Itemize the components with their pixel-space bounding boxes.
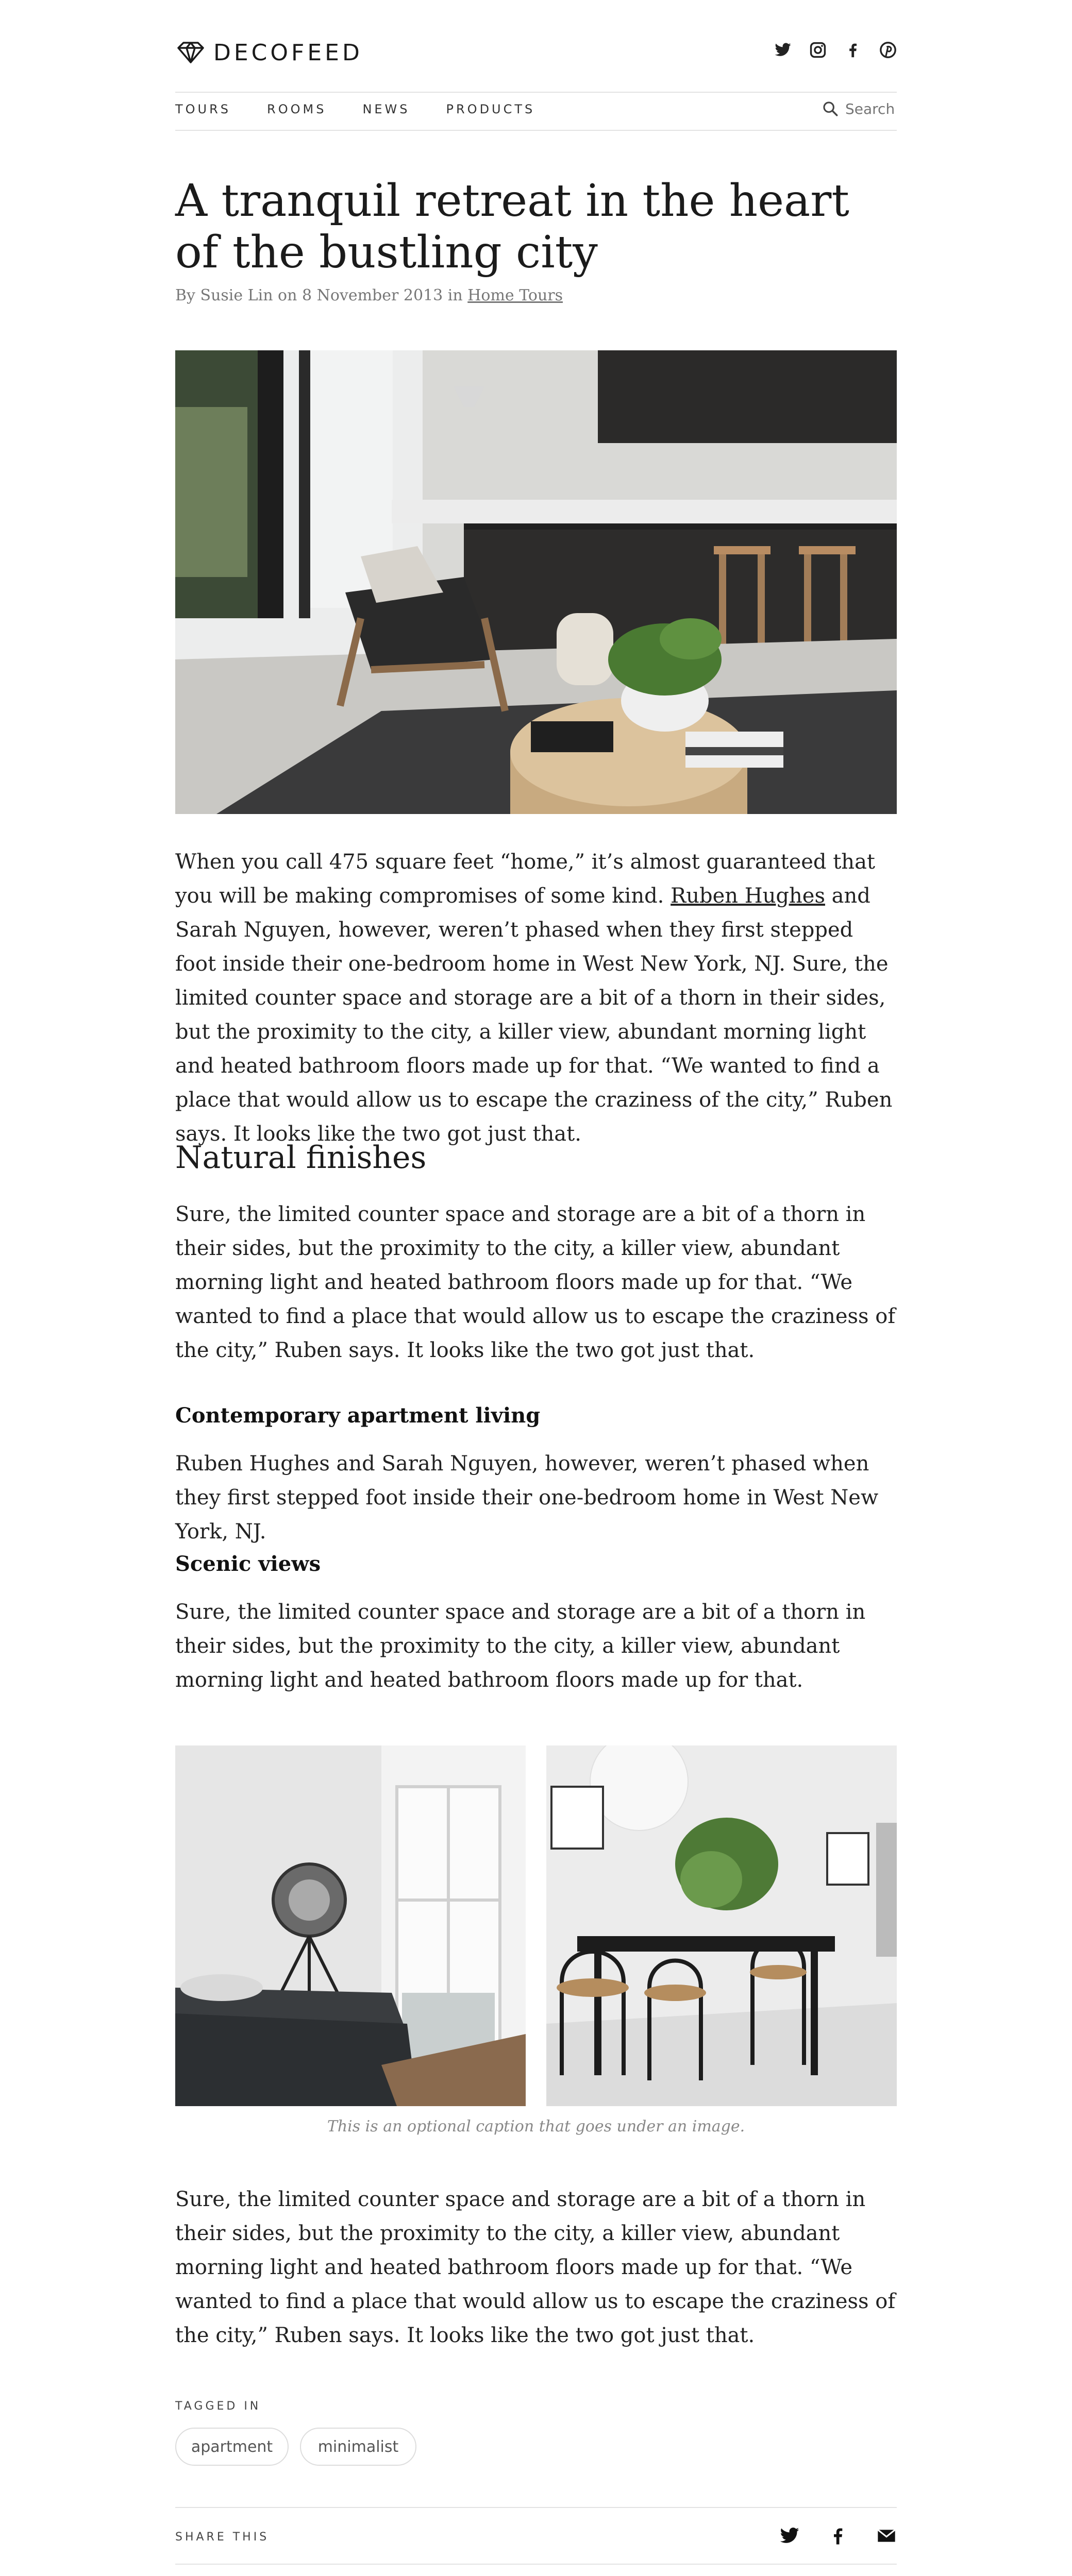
heading-contemporary-living: Contemporary apartment living [175,1403,541,1428]
twitter-icon[interactable] [779,2526,800,2546]
twitter-icon[interactable] [774,41,792,59]
bedroom-image [175,1745,526,2106]
search-icon [822,100,839,117]
tag-apartment[interactable]: apartment [175,2428,289,2466]
header-social-links [774,41,897,59]
paragraph-closing: Sure, the limited counter space and storage are a bit of a thorn in their sides, but the proximity to the city, a killer view, abundant morning light and heated bathroom floors made up for that. “We wanted to find a place that would allow us to escape the craziness of the city,” Ruben says. It looks like the two got just that. [175,2188,896,2347]
diamond-logo-icon [175,41,206,64]
intro-text-2: and Sarah Nguyen, however, weren’t phased when they first stepped foot inside their one-bedroom home in West New York, NJ. Sure, the limited counter space and storage are a bit of a thorn in their sides, but the proximity to the city, a killer view, abundant morning light and heated bathroom floors made up for that. “We wanted to find a place that would allow us to escape the craziness of the city,” Ruben says. It looks like the two got just that. [175,884,893,1146]
pinterest-icon[interactable] [879,41,897,59]
facebook-icon[interactable] [844,41,862,59]
paragraph-contemporary-living: Ruben Hughes and Sarah Nguyen, however, weren’t phased when they first stepped foot inside their one-bedroom home in West New York, NJ. [175,1452,879,1544]
share-bottom-rule [175,2564,897,2565]
nav-item-news[interactable]: NEWS [362,102,410,116]
article-title: A tranquil retreat in the heart of the bustling city [175,175,849,278]
instagram-icon[interactable] [809,41,827,59]
dining-room-image [546,1745,897,2106]
site-logo-text: DECOFEED [213,39,363,66]
intro-text-1: When you call 475 square feet “home,” it’s almost guaranteed that you will be making compromises of some kind. [175,850,875,908]
search-input[interactable] [845,100,897,117]
header-top-rule [175,92,897,93]
paragraph-scenic-views: Sure, the limited counter space and storage are a bit of a thorn in their sides, but the proximity to the city, a killer view, abundant morning light and heated bathroom floors made up for that. [175,1600,866,1692]
hero-image [175,350,897,814]
image-caption: This is an optional caption that goes under an image. [327,2117,745,2136]
nav-item-rooms[interactable]: ROOMS [267,102,327,116]
search-box[interactable] [822,100,897,117]
paragraph-natural-finishes: Sure, the limited counter space and storage are a bit of a thorn in their sides, but the proximity to the city, a killer view, abundant morning light and heated bathroom floors made up for that. “We wanted to find a place that would allow us to escape the craziness of the city,” Ruben says. It looks like the two got just that. [175,1202,896,1362]
main-nav [175,102,535,116]
site-logo[interactable] [175,37,363,68]
byline-text: By Susie Lin on 8 November 2013 in [175,286,468,304]
tag-minimalist[interactable]: minimalist [300,2428,416,2466]
category-link[interactable]: Home Tours [467,286,563,304]
facebook-icon[interactable] [828,2526,848,2546]
nav-item-products[interactable]: PRODUCTS [446,102,535,116]
heading-natural-finishes: Natural finishes [175,1140,427,1176]
heading-scenic-views: Scenic views [175,1552,321,1576]
nav-item-tours[interactable]: TOURS [175,102,231,116]
mail-icon[interactable] [876,2526,897,2546]
tagged-in-label: TAGGED IN [175,2400,261,2413]
share-label: SHARE THIS [175,2531,270,2544]
article-byline [175,286,563,304]
share-top-rule [175,2507,897,2508]
header-bottom-rule [175,130,897,131]
article-intro [175,845,897,1151]
share-links [779,2526,897,2546]
ruben-hughes-link[interactable]: Ruben Hughes [671,884,825,908]
